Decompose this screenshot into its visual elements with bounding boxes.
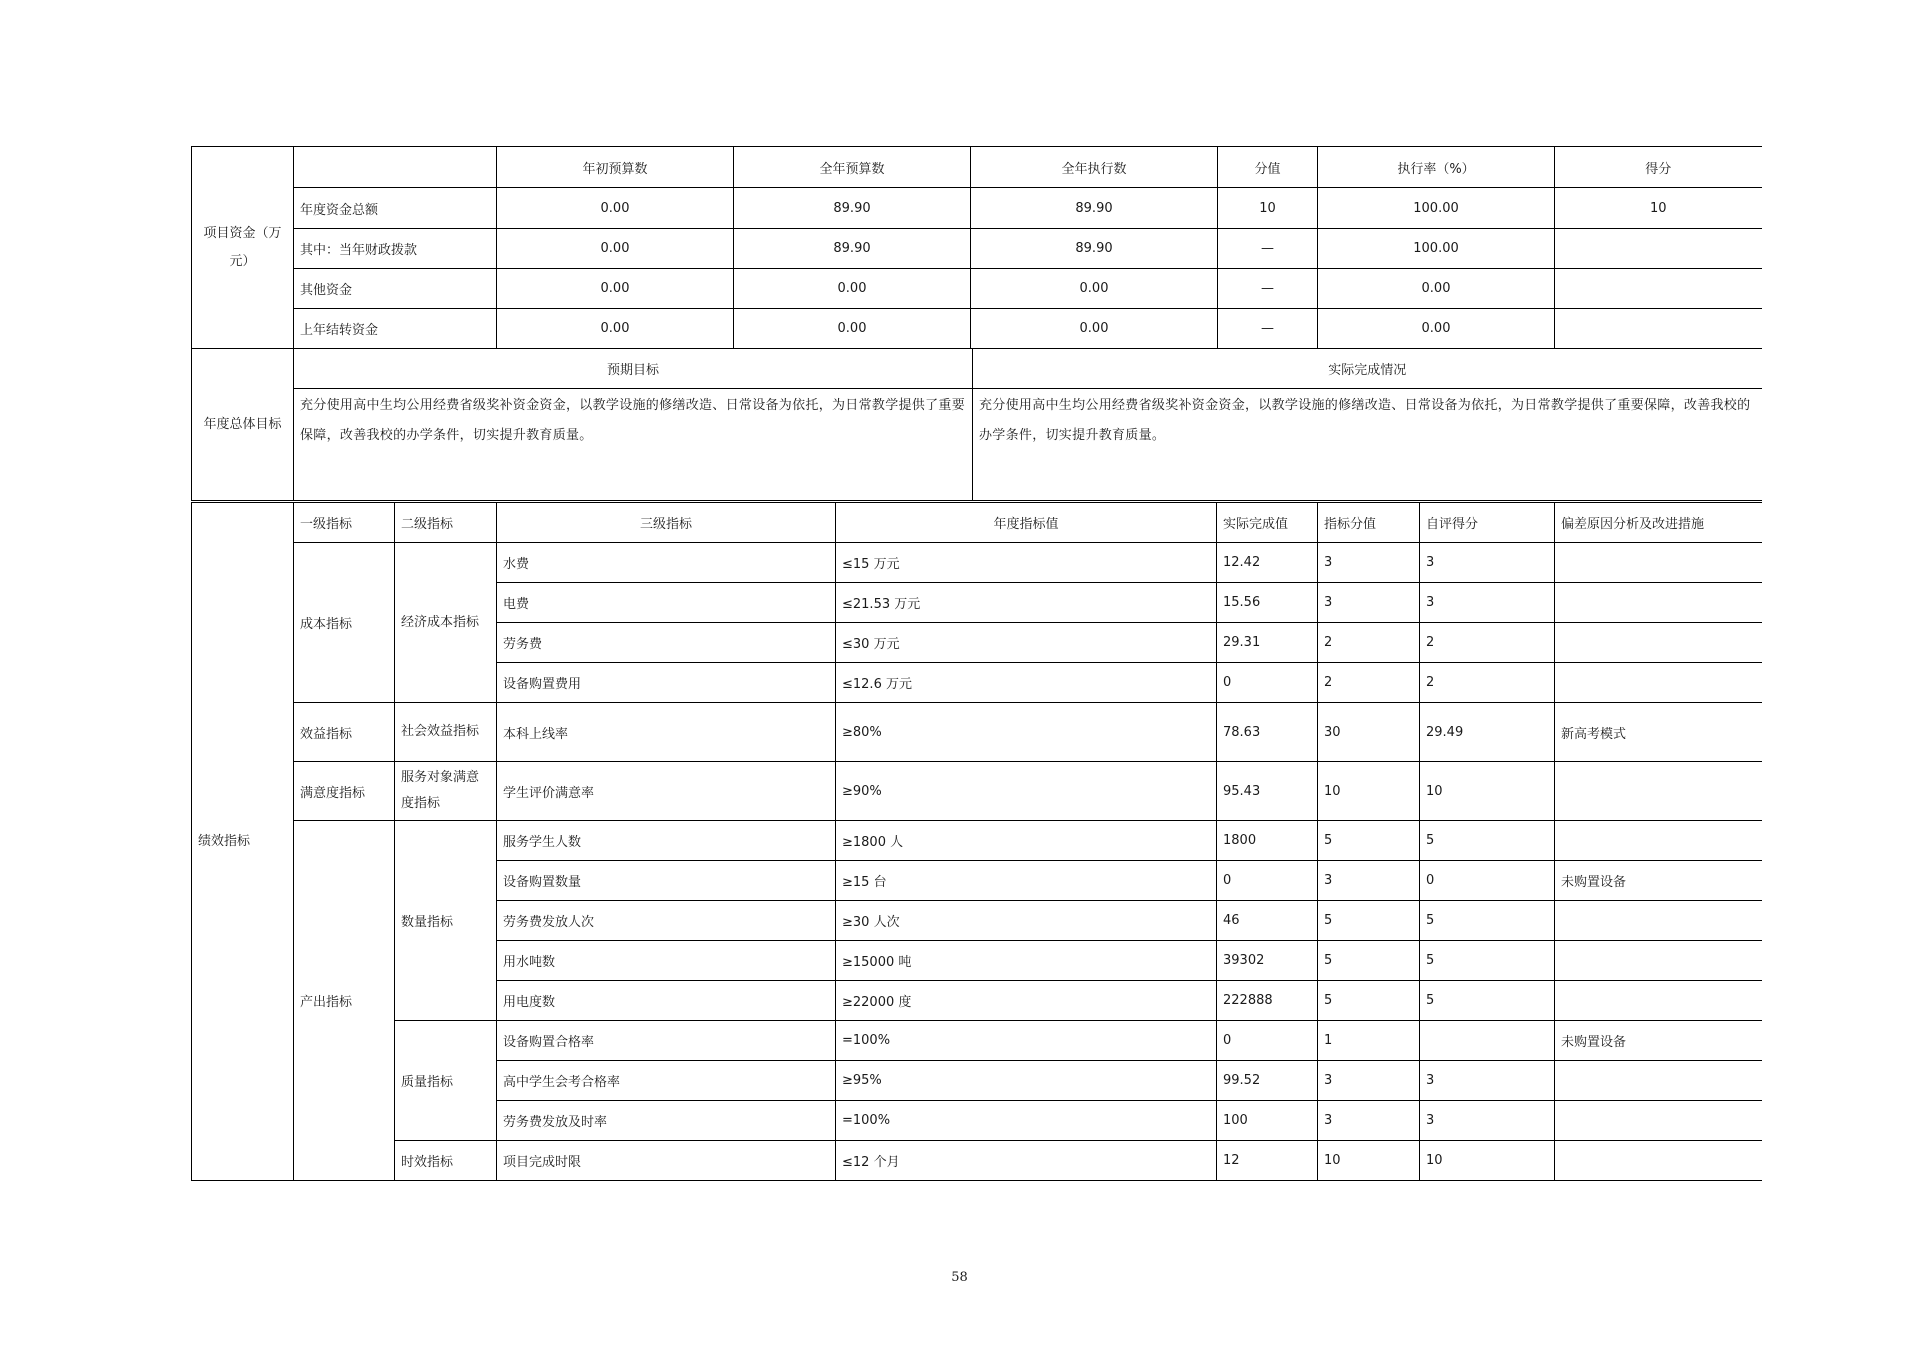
indicator-actual: 222888 xyxy=(1217,981,1318,1021)
funds-row-score xyxy=(1555,309,1762,349)
funds-row-full-year: 0.00 xyxy=(734,269,971,309)
perf-header-level3: 三级指标 xyxy=(497,503,836,543)
performance-section-label: 绩效指标 xyxy=(192,503,294,1181)
funds-header-score-value: 分值 xyxy=(1218,147,1318,188)
indicator-note: 未购置设备 xyxy=(1555,861,1762,901)
indicator-actual: 0 xyxy=(1217,663,1318,703)
indicator-target: ≥22000 度 xyxy=(836,981,1217,1021)
indicator-target: ≤12 个月 xyxy=(836,1141,1217,1181)
indicator-actual: 0 xyxy=(1217,861,1318,901)
indicator-note xyxy=(1555,981,1762,1021)
perf-header-score: 自评得分 xyxy=(1420,503,1555,543)
indicator-score: 3 xyxy=(1420,1101,1555,1141)
indicator-name: 服务学生人数 xyxy=(497,821,836,861)
indicator-target: ≤15 万元 xyxy=(836,543,1217,583)
goals-expected-header: 预期目标 xyxy=(294,349,973,389)
indicator-score: 10 xyxy=(1420,762,1555,821)
group-quantity: 数量指标 xyxy=(395,821,497,1021)
funds-row-score xyxy=(1555,229,1762,269)
funds-header-full-year: 全年预算数 xyxy=(734,147,971,188)
indicator-actual: 100 xyxy=(1217,1101,1318,1141)
indicator-note: 未购置设备 xyxy=(1555,1021,1762,1061)
indicator-target: ≤12.6 万元 xyxy=(836,663,1217,703)
indicator-actual: 78.63 xyxy=(1217,703,1318,762)
indicator-note xyxy=(1555,623,1762,663)
indicator-note xyxy=(1555,583,1762,623)
indicator-name: 项目完成时限 xyxy=(497,1141,836,1181)
funds-row xyxy=(192,309,1762,349)
funds-row-score-value: — xyxy=(1218,269,1318,309)
table-row xyxy=(192,821,1762,861)
perf-header-target: 年度指标值 xyxy=(836,503,1217,543)
group-quality: 质量指标 xyxy=(395,1021,497,1141)
funds-row-score-value: — xyxy=(1218,309,1318,349)
indicator-name: 设备购置数量 xyxy=(497,861,836,901)
group-economic-cost: 经济成本指标 xyxy=(395,543,497,703)
table-row xyxy=(192,703,1762,762)
indicator-score: 5 xyxy=(1420,981,1555,1021)
funds-row-label: 其他资金 xyxy=(294,269,497,309)
indicator-name: 水费 xyxy=(497,543,836,583)
indicator-note xyxy=(1555,543,1762,583)
indicator-weight: 3 xyxy=(1318,543,1420,583)
funds-row xyxy=(192,229,1762,269)
indicator-name: 学生评价满意率 xyxy=(497,762,836,821)
group-output: 产出指标 xyxy=(294,821,395,1181)
perf-header-level1: 一级指标 xyxy=(294,503,395,543)
goals-actual-header: 实际完成情况 xyxy=(973,349,1762,389)
funds-section-label: 项目资金（万元） xyxy=(192,147,294,349)
group-benefit: 效益指标 xyxy=(294,703,395,762)
table-row xyxy=(192,1021,1762,1061)
funds-row-executed: 89.90 xyxy=(971,229,1218,269)
funds-row-full-year: 89.90 xyxy=(734,188,971,229)
funds-header-rate: 执行率（%） xyxy=(1318,147,1555,188)
indicator-actual: 39302 xyxy=(1217,941,1318,981)
indicator-score: 5 xyxy=(1420,941,1555,981)
indicator-score: 3 xyxy=(1420,1061,1555,1101)
indicator-weight: 5 xyxy=(1318,821,1420,861)
indicator-weight: 3 xyxy=(1318,861,1420,901)
indicator-score: 3 xyxy=(1420,543,1555,583)
indicator-name: 本科上线率 xyxy=(497,703,836,762)
table-row xyxy=(192,543,1762,583)
funds-row-label: 年度资金总额 xyxy=(294,188,497,229)
indicator-target: ≥90% xyxy=(836,762,1217,821)
table-row xyxy=(192,1141,1762,1181)
funds-row xyxy=(192,269,1762,309)
indicator-score: 29.49 xyxy=(1420,703,1555,762)
indicator-note xyxy=(1555,1061,1762,1101)
indicator-actual: 29.31 xyxy=(1217,623,1318,663)
indicator-actual: 0 xyxy=(1217,1021,1318,1061)
indicator-target: =100% xyxy=(836,1021,1217,1061)
perf-header-actual: 实际完成值 xyxy=(1217,503,1318,543)
indicator-score: 2 xyxy=(1420,663,1555,703)
funds-row-executed: 0.00 xyxy=(971,309,1218,349)
indicator-target: ≤30 万元 xyxy=(836,623,1217,663)
indicator-weight: 5 xyxy=(1318,981,1420,1021)
funds-row-label: 其中：当年财政拨款 xyxy=(294,229,497,269)
indicator-target: ≤21.53 万元 xyxy=(836,583,1217,623)
funds-row-rate: 100.00 xyxy=(1318,188,1555,229)
indicator-name: 电费 xyxy=(497,583,836,623)
indicator-actual: 12.42 xyxy=(1217,543,1318,583)
funds-row-executed: 89.90 xyxy=(971,188,1218,229)
indicator-score: 0 xyxy=(1420,861,1555,901)
funds-row xyxy=(192,188,1762,229)
indicator-actual: 1800 xyxy=(1217,821,1318,861)
funds-row-initial: 0.00 xyxy=(497,229,734,269)
indicator-weight: 10 xyxy=(1318,762,1420,821)
indicator-actual: 12 xyxy=(1217,1141,1318,1181)
indicator-weight: 1 xyxy=(1318,1021,1420,1061)
indicator-name: 用电度数 xyxy=(497,981,836,1021)
funds-table xyxy=(191,146,1762,349)
indicator-actual: 99.52 xyxy=(1217,1061,1318,1101)
group-satisfaction: 满意度指标 xyxy=(294,762,395,821)
indicator-score xyxy=(1420,1021,1555,1061)
performance-table xyxy=(191,502,1762,1181)
indicator-weight: 5 xyxy=(1318,901,1420,941)
funds-row-full-year: 0.00 xyxy=(734,309,971,349)
funds-row-full-year: 89.90 xyxy=(734,229,971,269)
group-social-benefit: 社会效益指标 xyxy=(395,703,497,762)
indicator-note xyxy=(1555,1141,1762,1181)
funds-row-initial: 0.00 xyxy=(497,309,734,349)
funds-row-executed: 0.00 xyxy=(971,269,1218,309)
indicator-weight: 3 xyxy=(1318,1061,1420,1101)
indicator-target: ≥80% xyxy=(836,703,1217,762)
indicator-target: ≥15000 吨 xyxy=(836,941,1217,981)
indicator-note xyxy=(1555,1101,1762,1141)
funds-row-score-value: — xyxy=(1218,229,1318,269)
indicator-note xyxy=(1555,663,1762,703)
indicator-score: 5 xyxy=(1420,821,1555,861)
group-cost: 成本指标 xyxy=(294,543,395,703)
indicator-target: ≥95% xyxy=(836,1061,1217,1101)
group-service-satisfaction: 服务对象满意度指标 xyxy=(395,762,497,821)
perf-header-weight: 指标分值 xyxy=(1318,503,1420,543)
indicator-weight: 2 xyxy=(1318,663,1420,703)
funds-header-initial: 年初预算数 xyxy=(497,147,734,188)
funds-row-score xyxy=(1555,269,1762,309)
indicator-note xyxy=(1555,901,1762,941)
indicator-name: 用水吨数 xyxy=(497,941,836,981)
funds-row-label: 上年结转资金 xyxy=(294,309,497,349)
indicator-actual: 95.43 xyxy=(1217,762,1318,821)
indicator-target: =100% xyxy=(836,1101,1217,1141)
indicator-weight: 3 xyxy=(1318,1101,1420,1141)
indicator-name: 设备购置合格率 xyxy=(497,1021,836,1061)
perf-header-level2: 二级指标 xyxy=(395,503,497,543)
indicator-score: 2 xyxy=(1420,623,1555,663)
indicator-note xyxy=(1555,821,1762,861)
indicator-weight: 30 xyxy=(1318,703,1420,762)
funds-row-score: 10 xyxy=(1555,188,1762,229)
funds-header-score: 得分 xyxy=(1555,147,1762,188)
funds-row-rate: 0.00 xyxy=(1318,269,1555,309)
indicator-name: 劳务费发放人次 xyxy=(497,901,836,941)
funds-row-score-value: 10 xyxy=(1218,188,1318,229)
indicator-actual: 15.56 xyxy=(1217,583,1318,623)
funds-row-initial: 0.00 xyxy=(497,269,734,309)
indicator-note xyxy=(1555,941,1762,981)
goals-expected-text: 充分使用高中生均公用经费省级奖补资金资金，以教学设施的修缮改造、日常设备为依托，为日常教学提供了重要保障，改善我校的办学条件，切实提升教育质量。 xyxy=(294,389,973,501)
indicator-target: ≥30 人次 xyxy=(836,901,1217,941)
indicator-target: ≥15 台 xyxy=(836,861,1217,901)
indicator-weight: 3 xyxy=(1318,583,1420,623)
indicator-weight: 2 xyxy=(1318,623,1420,663)
indicator-name: 高中学生会考合格率 xyxy=(497,1061,836,1101)
goals-table xyxy=(191,348,1762,501)
indicator-actual: 46 xyxy=(1217,901,1318,941)
funds-header-blank xyxy=(294,147,497,188)
goals-section-label: 年度总体目标 xyxy=(192,349,294,501)
indicator-score: 10 xyxy=(1420,1141,1555,1181)
page-number: 58 xyxy=(951,1270,968,1285)
indicator-target: ≥1800 人 xyxy=(836,821,1217,861)
table-row xyxy=(192,762,1762,821)
indicator-score: 5 xyxy=(1420,901,1555,941)
funds-row-rate: 0.00 xyxy=(1318,309,1555,349)
indicator-name: 劳务费 xyxy=(497,623,836,663)
indicator-name: 劳务费发放及时率 xyxy=(497,1101,836,1141)
indicator-weight: 5 xyxy=(1318,941,1420,981)
perf-header-note: 偏差原因分析及改进措施 xyxy=(1555,503,1762,543)
funds-row-initial: 0.00 xyxy=(497,188,734,229)
group-timeliness: 时效指标 xyxy=(395,1141,497,1181)
funds-row-rate: 100.00 xyxy=(1318,229,1555,269)
funds-header-executed: 全年执行数 xyxy=(971,147,1218,188)
indicator-weight: 10 xyxy=(1318,1141,1420,1181)
indicator-score: 3 xyxy=(1420,583,1555,623)
indicator-note: 新高考模式 xyxy=(1555,703,1762,762)
indicator-name: 设备购置费用 xyxy=(497,663,836,703)
goals-actual-text: 充分使用高中生均公用经费省级奖补资金资金，以教学设施的修缮改造、日常设备为依托，为日常教学提供了重要保障，改善我校的办学条件，切实提升教育质量。 xyxy=(973,389,1762,501)
indicator-note xyxy=(1555,762,1762,821)
